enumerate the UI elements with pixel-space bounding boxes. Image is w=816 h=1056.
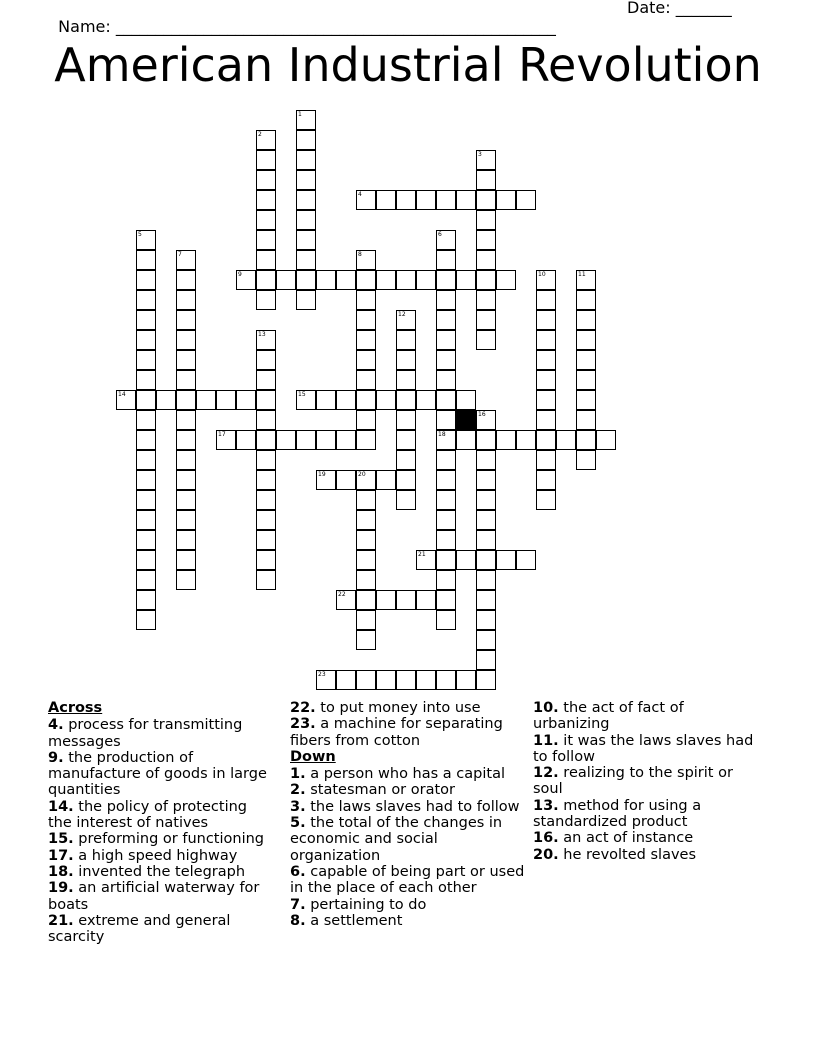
grid-cell[interactable] [256, 270, 276, 290]
grid-cell[interactable] [436, 470, 456, 490]
grid-cell[interactable] [496, 190, 516, 210]
grid-cell[interactable] [396, 430, 416, 450]
grid-cell[interactable] [576, 390, 596, 410]
clue-across-9: 9. the production of manufacture of goods in large quantities [48, 749, 267, 799]
black-square [456, 410, 476, 430]
grid-cell[interactable] [476, 270, 496, 290]
grid-cell[interactable] [336, 470, 356, 490]
grid-cell[interactable] [436, 270, 456, 290]
grid-cell[interactable] [396, 670, 416, 690]
grid-cell[interactable] [336, 430, 356, 450]
grid-cell[interactable] [436, 290, 456, 310]
clue-number: 1 [298, 111, 302, 118]
grid-cell[interactable] [576, 430, 596, 450]
grid-cell[interactable] [356, 530, 376, 550]
grid-cell[interactable] [596, 430, 616, 450]
clue-number: 3 [478, 151, 482, 158]
grid-cell[interactable] [176, 510, 196, 530]
grid-cell[interactable] [356, 290, 376, 310]
grid-cell[interactable] [416, 550, 436, 570]
grid-cell[interactable] [176, 310, 196, 330]
grid-cell[interactable] [476, 630, 496, 650]
grid-cell[interactable] [396, 390, 416, 410]
grid-cell[interactable] [256, 430, 276, 450]
grid-cell[interactable] [136, 370, 156, 390]
grid-cell[interactable] [376, 470, 396, 490]
grid-cell[interactable] [396, 470, 416, 490]
grid-cell[interactable] [436, 310, 456, 330]
grid-cell[interactable] [476, 230, 496, 250]
clue-column-2 [290, 700, 525, 929]
grid-cell[interactable] [376, 590, 396, 610]
grid-cell[interactable] [536, 350, 556, 370]
clue-down-1: 1. a person who has a capital [290, 766, 505, 783]
grid-cell[interactable] [476, 310, 496, 330]
grid-cell[interactable] [216, 430, 236, 450]
grid-cell[interactable] [176, 290, 196, 310]
grid-cell[interactable] [436, 190, 456, 210]
grid-cell[interactable] [356, 390, 376, 410]
grid-cell[interactable] [136, 350, 156, 370]
grid-cell[interactable] [376, 270, 396, 290]
grid-cell[interactable] [136, 550, 156, 570]
grid-cell[interactable] [436, 370, 456, 390]
grid-cell[interactable] [136, 430, 156, 450]
grid-cell[interactable] [336, 590, 356, 610]
grid-cell[interactable] [476, 510, 496, 530]
name-field-label: Name: _______________________________________________________ [58, 17, 556, 36]
date-field-label: Date: _______ [627, 0, 732, 17]
grid-cell[interactable] [436, 530, 456, 550]
grid-cell[interactable] [316, 670, 336, 690]
grid-cell[interactable] [456, 270, 476, 290]
grid-cell[interactable] [136, 270, 156, 290]
grid-cell[interactable] [476, 570, 496, 590]
grid-cell[interactable] [436, 330, 456, 350]
clue-across-4: 4. process for transmitting messages [48, 717, 243, 750]
grid-cell[interactable] [416, 390, 436, 410]
grid-cell[interactable] [356, 190, 376, 210]
grid-cell[interactable] [336, 670, 356, 690]
grid-cell[interactable] [276, 270, 296, 290]
clue-number: 16 [478, 411, 486, 418]
grid-cell[interactable] [176, 370, 196, 390]
grid-cell[interactable] [356, 410, 376, 430]
grid-cell[interactable] [256, 530, 276, 550]
grid-cell[interactable] [176, 350, 196, 370]
clue-down-7: 7. pertaining to do [290, 896, 427, 913]
grid-cell[interactable] [356, 310, 376, 330]
grid-cell[interactable] [456, 430, 476, 450]
grid-cell[interactable] [136, 310, 156, 330]
clue-down-5: 5. the total of the changes in economic and social organization [290, 815, 503, 864]
grid-cell[interactable] [496, 270, 516, 290]
grid-cell[interactable] [136, 570, 156, 590]
grid-cell[interactable] [116, 390, 136, 410]
grid-cell[interactable] [476, 470, 496, 490]
grid-cell[interactable] [536, 410, 556, 430]
clue-column-3 [533, 700, 758, 863]
grid-cell[interactable] [476, 650, 496, 670]
grid-cell[interactable] [256, 250, 276, 270]
grid-cell[interactable] [376, 190, 396, 210]
grid-cell[interactable] [176, 530, 196, 550]
grid-cell[interactable] [136, 510, 156, 530]
grid-cell[interactable] [396, 370, 416, 390]
grid-cell[interactable] [536, 310, 556, 330]
grid-cell[interactable] [576, 270, 596, 290]
clue-number: 19 [318, 471, 326, 478]
clue-down-3: 3. the laws slaves had to follow [290, 798, 520, 815]
clue-number: 7 [178, 251, 182, 258]
clue-number: 6 [438, 231, 442, 238]
grid-cell[interactable] [176, 450, 196, 470]
grid-cell[interactable] [396, 590, 416, 610]
grid-cell[interactable] [436, 510, 456, 530]
grid-cell[interactable] [356, 630, 376, 650]
grid-cell[interactable] [536, 490, 556, 510]
grid-cell[interactable] [136, 490, 156, 510]
grid-cell[interactable] [296, 430, 316, 450]
grid-cell[interactable] [256, 170, 276, 190]
grid-cell[interactable] [316, 390, 336, 410]
grid-cell[interactable] [256, 450, 276, 470]
grid-cell[interactable] [256, 130, 276, 150]
clue-down-10: 10. the act of fact of urbanizing [533, 700, 684, 733]
clue-number: 23 [318, 671, 326, 678]
grid-cell[interactable] [436, 450, 456, 470]
grid-cell[interactable] [356, 550, 376, 570]
grid-cell[interactable] [256, 290, 276, 310]
grid-cell[interactable] [136, 330, 156, 350]
grid-cell[interactable] [396, 350, 416, 370]
grid-cell[interactable] [436, 230, 456, 250]
grid-cell[interactable] [456, 190, 476, 210]
clue-number: 21 [418, 551, 426, 558]
grid-cell[interactable] [576, 350, 596, 370]
grid-cell[interactable] [256, 230, 276, 250]
clue-down-6: 6. capable of being part or used in the place of each other [290, 863, 525, 897]
clue-across-18: 18. invented the telegraph [48, 863, 246, 880]
grid-cell[interactable] [176, 550, 196, 570]
grid-cell[interactable] [356, 470, 376, 490]
grid-cell[interactable] [436, 410, 456, 430]
grid-cell[interactable] [136, 250, 156, 270]
grid-cell[interactable] [296, 130, 316, 150]
grid-cell[interactable] [216, 390, 236, 410]
grid-cell[interactable] [236, 270, 256, 290]
grid-cell[interactable] [436, 570, 456, 590]
grid-cell[interactable] [356, 350, 376, 370]
clue-number: 15 [298, 391, 306, 398]
grid-cell[interactable] [576, 310, 596, 330]
clue-number: 14 [118, 391, 126, 398]
grid-cell[interactable] [196, 390, 216, 410]
grid-cell[interactable] [436, 430, 456, 450]
grid-cell[interactable] [396, 410, 416, 430]
grid-cell[interactable] [356, 590, 376, 610]
grid-cell[interactable] [396, 490, 416, 510]
grid-cell[interactable] [396, 450, 416, 470]
grid-cell[interactable] [416, 670, 436, 690]
grid-cell[interactable] [416, 590, 436, 610]
page-title: American Industrial Revolution [54, 38, 762, 92]
clue-across-17: 17. a high speed highway [48, 847, 238, 864]
grid-cell[interactable] [276, 430, 296, 450]
grid-cell[interactable] [256, 510, 276, 530]
clue-across-14: 14. the policy of protecting the interest of natives [48, 798, 247, 832]
grid-cell[interactable] [396, 190, 416, 210]
grid-cell[interactable] [476, 290, 496, 310]
grid-cell[interactable] [136, 530, 156, 550]
grid-cell[interactable] [456, 390, 476, 410]
grid-cell[interactable] [536, 290, 556, 310]
grid-cell[interactable] [476, 330, 496, 350]
grid-cell[interactable] [476, 190, 496, 210]
grid-cell[interactable] [236, 390, 256, 410]
grid-cell[interactable] [176, 570, 196, 590]
grid-cell[interactable] [536, 370, 556, 390]
grid-cell[interactable] [356, 250, 376, 270]
grid-cell[interactable] [176, 490, 196, 510]
grid-cell[interactable] [336, 390, 356, 410]
grid-cell[interactable] [556, 430, 576, 450]
grid-cell[interactable] [136, 610, 156, 630]
grid-cell[interactable] [136, 470, 156, 490]
grid-cell[interactable] [536, 430, 556, 450]
grid-cell[interactable] [356, 610, 376, 630]
grid-cell[interactable] [256, 350, 276, 370]
grid-cell[interactable] [176, 470, 196, 490]
grid-cell[interactable] [476, 530, 496, 550]
grid-cell[interactable] [136, 410, 156, 430]
clue-number: 17 [218, 431, 226, 438]
grid-cell[interactable] [456, 670, 476, 690]
clue-number: 2 [258, 131, 262, 138]
grid-cell[interactable] [296, 150, 316, 170]
grid-cell[interactable] [256, 570, 276, 590]
grid-cell[interactable] [176, 270, 196, 290]
grid-cell[interactable] [256, 470, 276, 490]
grid-cell[interactable] [296, 170, 316, 190]
clue-across-15: 15. preforming or functioning [48, 831, 264, 848]
grid-cell[interactable] [296, 390, 316, 410]
clue-number: 11 [578, 271, 586, 278]
grid-cell[interactable] [476, 210, 496, 230]
grid-cell[interactable] [536, 470, 556, 490]
grid-cell[interactable] [316, 430, 336, 450]
grid-cell[interactable] [176, 250, 196, 270]
grid-cell[interactable] [536, 450, 556, 470]
grid-cell[interactable] [256, 190, 276, 210]
clue-across-22: 22. to put money into use [290, 700, 481, 716]
clue-number: 8 [358, 251, 362, 258]
grid-cell[interactable] [536, 330, 556, 350]
grid-cell[interactable] [436, 610, 456, 630]
clue-number: 9 [238, 271, 242, 278]
clue-down-12: 12. realizing to the spirit or soul [533, 765, 733, 798]
grid-cell[interactable] [436, 550, 456, 570]
clue-down-13: 13. method for using a standardized product [533, 797, 702, 831]
grid-cell[interactable] [256, 490, 276, 510]
grid-cell[interactable] [576, 410, 596, 430]
grid-cell[interactable] [136, 230, 156, 250]
grid-cell[interactable] [476, 590, 496, 610]
grid-cell[interactable] [396, 310, 416, 330]
grid-cell[interactable] [496, 430, 516, 450]
clue-across-19: 19. an artificial waterway for boats [48, 880, 260, 913]
clue-number: 13 [258, 331, 266, 338]
grid-cell[interactable] [256, 370, 276, 390]
grid-cell[interactable] [256, 550, 276, 570]
grid-cell[interactable] [416, 190, 436, 210]
grid-cell[interactable] [436, 250, 456, 270]
clue-number: 4 [358, 191, 362, 198]
grid-cell[interactable] [176, 410, 196, 430]
clue-down-11: 11. it was the laws slaves had to follow [533, 732, 754, 765]
grid-cell[interactable] [316, 270, 336, 290]
grid-cell[interactable] [516, 430, 536, 450]
grid-cell[interactable] [476, 250, 496, 270]
clue-number: 12 [398, 311, 406, 318]
grid-cell[interactable] [176, 330, 196, 350]
grid-cell[interactable] [336, 270, 356, 290]
grid-cell[interactable] [396, 330, 416, 350]
grid-cell[interactable] [436, 590, 456, 610]
grid-cell[interactable] [296, 290, 316, 310]
grid-cell[interactable] [436, 390, 456, 410]
grid-cell[interactable] [576, 290, 596, 310]
grid-cell[interactable] [176, 430, 196, 450]
grid-cell[interactable] [536, 390, 556, 410]
grid-cell[interactable] [476, 170, 496, 190]
clue-number: 20 [358, 471, 366, 478]
grid-cell[interactable] [316, 470, 336, 490]
grid-cell[interactable] [356, 370, 376, 390]
grid-cell[interactable] [256, 330, 276, 350]
grid-cell[interactable] [296, 270, 316, 290]
grid-cell[interactable] [136, 290, 156, 310]
grid-cell[interactable] [256, 410, 276, 430]
grid-cell[interactable] [356, 270, 376, 290]
grid-cell[interactable] [436, 490, 456, 510]
clue-across-23: 23. a machine for separating fibers from cotton [290, 716, 503, 749]
grid-cell[interactable] [476, 490, 496, 510]
grid-cell[interactable] [176, 390, 196, 410]
grid-cell[interactable] [476, 150, 496, 170]
clue-down-20: 20. he revolted slaves [533, 846, 697, 863]
grid-cell[interactable] [256, 150, 276, 170]
grid-cell[interactable] [476, 410, 496, 430]
clue-across-21: 21. extreme and general scarcity [48, 912, 231, 946]
clue-column-1 [48, 700, 273, 945]
down-heading: Down [290, 748, 336, 765]
grid-cell[interactable] [236, 430, 256, 450]
clue-number: 5 [138, 231, 142, 238]
grid-cell[interactable] [256, 210, 276, 230]
grid-cell[interactable] [356, 330, 376, 350]
grid-cell[interactable] [256, 390, 276, 410]
grid-cell[interactable] [416, 270, 436, 290]
grid-cell[interactable] [516, 190, 536, 210]
grid-cell[interactable] [496, 550, 516, 570]
grid-cell[interactable] [476, 450, 496, 470]
grid-cell[interactable] [156, 390, 176, 410]
clue-number: 18 [438, 431, 446, 438]
grid-cell[interactable] [296, 250, 316, 270]
grid-cell[interactable] [376, 390, 396, 410]
clue-number: 22 [338, 591, 346, 598]
grid-cell[interactable] [476, 430, 496, 450]
grid-cell[interactable] [376, 670, 396, 690]
grid-cell[interactable] [356, 670, 376, 690]
grid-cell[interactable] [396, 270, 416, 290]
grid-cell[interactable] [436, 350, 456, 370]
grid-cell[interactable] [456, 550, 476, 570]
grid-cell[interactable] [356, 430, 376, 450]
grid-cell[interactable] [576, 450, 596, 470]
grid-cell[interactable] [356, 490, 376, 510]
grid-cell[interactable] [296, 210, 316, 230]
clue-down-16: 16. an act of instance [533, 830, 694, 847]
grid-cell[interactable] [296, 110, 316, 130]
grid-cell[interactable] [436, 670, 456, 690]
grid-cell[interactable] [136, 390, 156, 410]
grid-cell[interactable] [576, 330, 596, 350]
grid-cell[interactable] [356, 510, 376, 530]
grid-cell[interactable] [356, 570, 376, 590]
grid-cell[interactable] [136, 450, 156, 470]
clue-down-2: 2. statesman or orator [290, 782, 455, 799]
grid-cell[interactable] [476, 610, 496, 630]
grid-cell[interactable] [296, 190, 316, 210]
across-heading: Across [48, 700, 103, 716]
grid-cell[interactable] [476, 670, 496, 690]
grid-cell[interactable] [296, 230, 316, 250]
clue-number: 10 [538, 271, 546, 278]
grid-cell[interactable] [576, 370, 596, 390]
grid-cell[interactable] [136, 590, 156, 610]
grid-cell[interactable] [476, 550, 496, 570]
grid-cell[interactable] [536, 270, 556, 290]
clue-down-8: 8. a settlement [290, 912, 403, 929]
grid-cell[interactable] [516, 550, 536, 570]
